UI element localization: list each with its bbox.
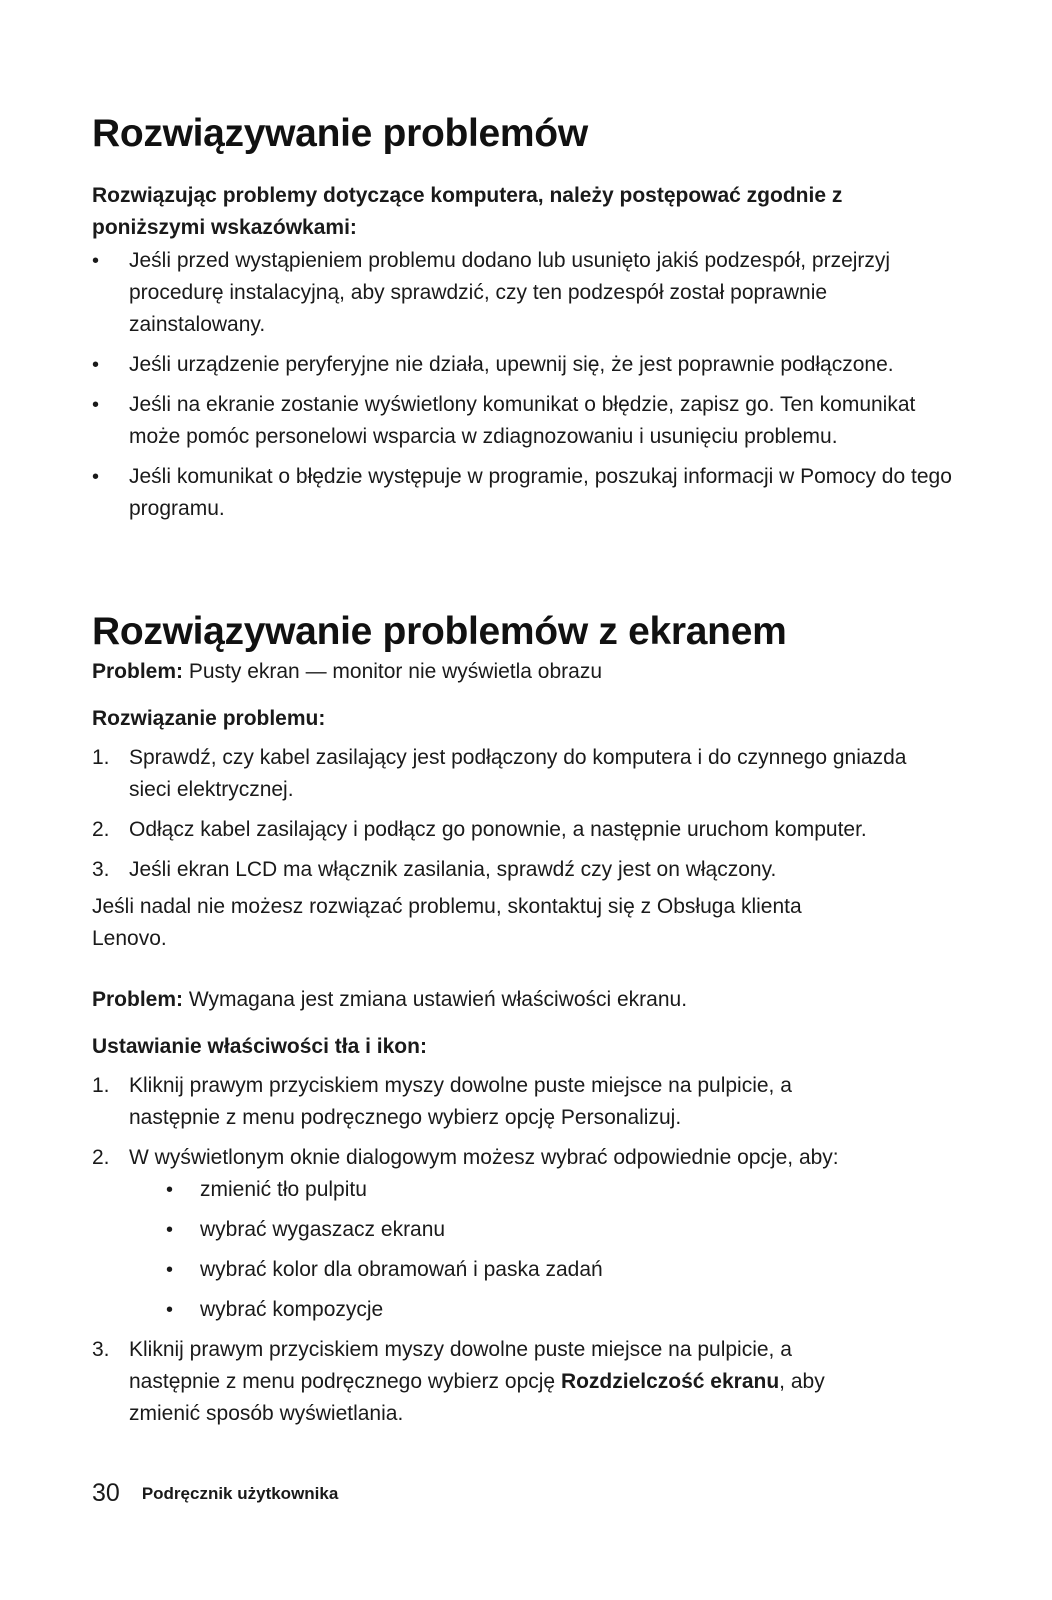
problem-label: Problem: (92, 988, 184, 1011)
solution-heading: Ustawianie właściwości tła i ikon: (92, 1035, 427, 1058)
intro-paragraph: Rozwiązując problemy dotyczące komputera, należy postępować zgodnie z poniższymi wskazówkami: (92, 184, 843, 239)
list-item: 2. Odłącz kabel zasilający i podłącz go ponownie, a następnie uruchom komputer. (92, 818, 867, 841)
bullet-icon: • (92, 354, 100, 376)
problem-statement (92, 656, 952, 688)
page-footer (92, 1478, 338, 1509)
footer-title: Podręcznik użytkownika (141, 1484, 339, 1503)
bullet-icon: • (166, 1179, 174, 1201)
tips-list-container (92, 245, 952, 533)
menu-option-name: Rozdzielczość ekranu (560, 1370, 780, 1393)
list-item: • wybrać kompozycje (166, 1294, 832, 1326)
section-title: Rozwiązywanie problemów z ekranem (92, 610, 787, 653)
list-item: • wybrać kolor dla obramowań i paska zadań (166, 1254, 832, 1286)
solution-steps-container (92, 742, 952, 894)
page-number: 30 (92, 1479, 120, 1507)
bullet-icon: • (166, 1219, 174, 1241)
list-item: • Jeśli na ekranie zostanie wyświetlony komunikat o błędzie, zapisz go. Ten komunikat może pomóc personelowi wsparcia w zdiagnozowaniu i usunięciu problemu. (92, 389, 952, 453)
tips-list (92, 245, 952, 525)
list-item: 1. Kliknij prawym przyciskiem myszy dowolne puste miejsce na pulpicie, a następnie z menu podręcznego wybierz opcję Personalizuj. (92, 1074, 792, 1129)
list-item: • Jeśli przed wystąpieniem problemu dodano lub usunięto jakiś podzespół, przejrzyj procedurę instalacyjną, aby sprawdzić, czy ten podzespół został poprawnie zainstalowany. (92, 245, 952, 341)
list-item: • wybrać wygaszacz ekranu (166, 1214, 832, 1246)
solution-steps (92, 742, 952, 886)
problem-text: Wymagana jest zmiana ustawień właściwości ekranu. (183, 988, 688, 1011)
settings-steps-container (92, 1070, 839, 1438)
problem-text: Pusty ekran — monitor nie wyświetla obrazu (183, 660, 603, 683)
problem-label: Problem: (92, 660, 184, 683)
list-item: 3. Jeśli ekran LCD ma włącznik zasilania, sprawdź czy jest on włączony. (92, 858, 777, 881)
list-item: • Jeśli komunikat o błędzie występuje w programie, poszukaj informacji w Pomocy do tego programu. (92, 461, 952, 525)
settings-steps (92, 1070, 839, 1430)
bullet-icon: • (166, 1259, 174, 1281)
list-item: • zmienić tło pulpitu (166, 1174, 832, 1206)
bullet-icon: • (92, 250, 100, 272)
list-item: • Jeśli urządzenie peryferyjne nie działa, upewnij się, że jest poprawnie podłączone. (92, 349, 952, 381)
bullet-icon: • (92, 466, 100, 488)
list-item: 2. W wyświetlonym oknie dialogowym możesz wybrać odpowiednie opcje, aby: • zmienić tło pulpitu • wybrać wygaszacz ekranu • wybrać kolor dla obramowań i paska zadań • wybrać kompozycje (92, 1142, 832, 1326)
section-title: Rozwiązywanie problemów (92, 112, 588, 155)
problem-statement (92, 984, 952, 1016)
list-item: 3. Kliknij prawym przyciskiem myszy dowolne puste miejsce na pulpicie, a następnie z menu podręcznego wybierz opcję Rozdzielczość ekranu, aby zmienić sposób wyświetlania. (92, 1338, 825, 1425)
list-item: 1. Sprawdź, czy kabel zasilający jest podłączony do komputera i do czynnego gniazda sieci elektrycznej. (92, 746, 907, 801)
solution-heading: Rozwiązanie problemu: (92, 707, 326, 730)
bullet-icon: • (92, 394, 100, 416)
bullet-icon: • (166, 1299, 174, 1321)
closing-paragraph: Jeśli nadal nie możesz rozwiązać problemu, skontaktuj się z Obsługa klienta Lenovo. (92, 895, 802, 950)
options-sublist (129, 1174, 832, 1326)
